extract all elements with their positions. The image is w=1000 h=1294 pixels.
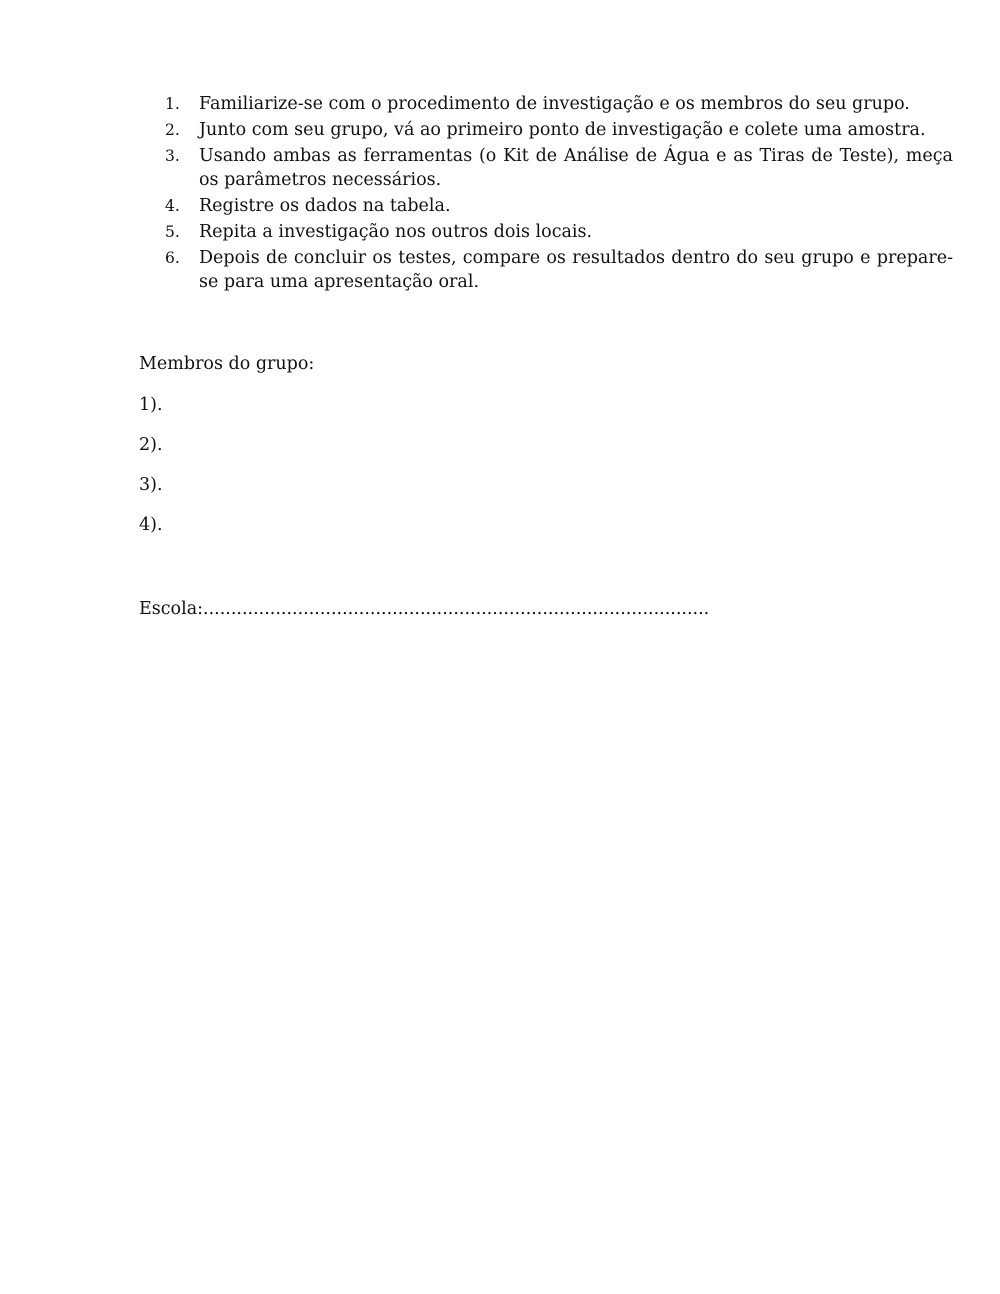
- instruction-number: 5.: [165, 223, 180, 241]
- school-fill-line: ...........................................................................................: [203, 599, 710, 619]
- group-member-line: 2).: [139, 435, 163, 455]
- instruction-item: [165, 194, 953, 218]
- instruction-text: Depois de concluir os testes, compare os resultados dentro do seu grupo e prepare-se para uma apresentação oral.: [199, 248, 953, 292]
- group-member-line: 1).: [139, 395, 163, 415]
- group-member-line: 4).: [139, 515, 163, 535]
- school-field: [139, 597, 709, 621]
- instruction-number: 4.: [165, 197, 180, 215]
- instruction-number: 2.: [165, 121, 180, 139]
- instruction-item: [165, 144, 953, 192]
- group-members-title: Membros do grupo:: [139, 354, 315, 374]
- instruction-item: [165, 246, 953, 294]
- instruction-number: 6.: [165, 249, 180, 267]
- instruction-list: [165, 92, 953, 296]
- instruction-number: 3.: [165, 147, 180, 165]
- instruction-text: Familiarize-se com o procedimento de investigação e os membros do seu grupo.: [199, 94, 910, 114]
- instruction-text: Junto com seu grupo, vá ao primeiro ponto de investigação e colete uma amostra.: [199, 120, 926, 140]
- instruction-text: Usando ambas as ferramentas (o Kit de Análise de Água e as Tiras de Teste), meça os parâmetros necessários.: [199, 146, 953, 190]
- instruction-item: [165, 118, 953, 142]
- instruction-text: Repita a investigação nos outros dois locais.: [199, 222, 593, 242]
- school-label: Escola:: [139, 599, 204, 619]
- instruction-item: [165, 220, 953, 244]
- group-member-line: 3).: [139, 475, 163, 495]
- instruction-number: 1.: [165, 95, 180, 113]
- instruction-item: [165, 92, 953, 116]
- instruction-text: Registre os dados na tabela.: [199, 196, 451, 216]
